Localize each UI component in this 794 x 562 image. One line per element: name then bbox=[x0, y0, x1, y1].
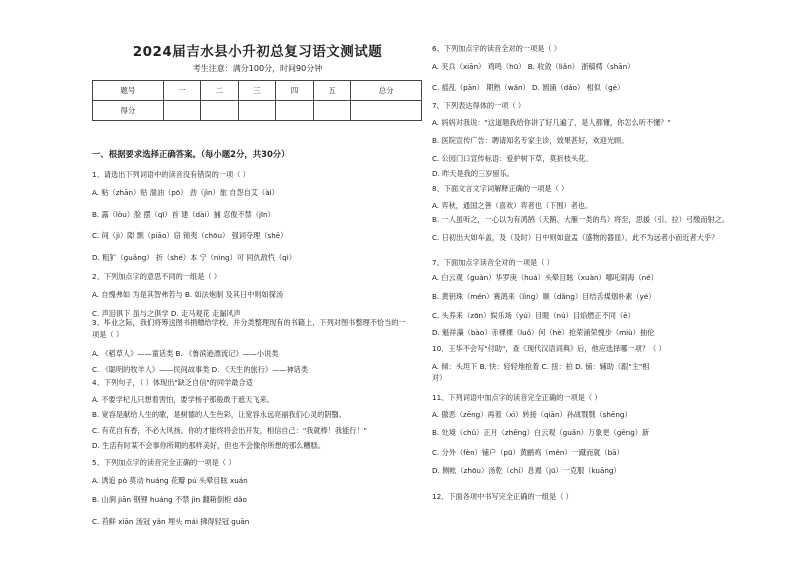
question-line: C. 声泪俱下 虽与之俱学 D. 走马观花 走漏风声 bbox=[92, 309, 241, 318]
score-table-row bbox=[93, 101, 422, 121]
question-line: 5、下列加点字的读音完全正确的一项是（ ） bbox=[92, 458, 236, 467]
score-cell[interactable] bbox=[313, 101, 351, 121]
question-line: C. 头养来（zōn）娱乐场（yú）目瞪（nú）目焰燃正不同（ē） bbox=[432, 311, 635, 320]
page-title: 2024届吉水县小升初总复习语文测试题 bbox=[132, 44, 383, 60]
table-cell: 四 bbox=[276, 81, 314, 101]
section-heading: 一、根据要求选择正确答案。（每小题2分，共30分） bbox=[92, 149, 290, 159]
question-line: A. 倾：头坦下 B. 快：轻轻地抢着 C. 扭：拍 D. 铺：辅助（跟"主"相 bbox=[432, 362, 650, 371]
question-line: A. 傲恶（zēng）再着（xì）转接（qiān）孙战戮戮（shēng） bbox=[432, 410, 632, 419]
question-line: D. 侧帐（zhōu）汤乾（chí）息遏（jū）一克服（kuāng） bbox=[432, 466, 621, 475]
question-line: 1、请选出下列词语中的读音没有错误的一项（ ） bbox=[92, 170, 250, 179]
table-cell: 三 bbox=[238, 81, 276, 101]
question-line: B. 宽容是献给人生的歌，是树德的人生色彩，让宽容永远亮丽我们心灵的阴翳。 bbox=[92, 410, 346, 419]
question-line: B. 处境（chǔ）正月（zhēng）白云观（guān）万象更（gēng）新 bbox=[432, 428, 650, 437]
question-line: C. 苔鲜 xiān 汤冠 yǎn 埋头 mái 拂得轻冠 guān bbox=[92, 517, 250, 526]
question-line: A. 弈秋，通国之善（喜欢）弈者也（下围）者也。 bbox=[432, 201, 593, 210]
question-line: 10、王华不会写"付助"，查《现代汉语词典》后，他应选择哪一项？（ ） bbox=[432, 344, 666, 353]
question-line: A. 不要学杞儿只想着害怕，要学杨子那般敢于遮天飞来。 bbox=[92, 395, 274, 404]
table-cell: 得分 bbox=[93, 101, 164, 121]
question-line: 4、下列句子，（ ）体现出"缺乏自信"的同学最合适 bbox=[92, 378, 253, 387]
question-line: D. 粗犷（guǎng） 折（shé）本 宁（nìng）可 同仇敌忾（qì） bbox=[92, 253, 296, 262]
question-line: C. 《聪明的牧羊人》——民间故事类 D. 《天生的旅行》——神话类 bbox=[92, 365, 309, 374]
table-cell: 二 bbox=[201, 81, 239, 101]
question-line: A. 自愧弗如 为是其智弗若与 B. 如法炮制 及其日中则如探汤 bbox=[92, 290, 284, 299]
question-line: B. 露（lòu）脸 摆（qī）首 建（dài）捕 忍俊不禁（jīn） bbox=[92, 210, 275, 219]
question-line: 7、下列表达得体的一项（ ） bbox=[432, 101, 526, 110]
question-line: 12、下面各项中书写完全正确的一组是（ ） bbox=[432, 492, 573, 501]
question-line: A. 妈妈对我说："这道题我给你讲了好几遍了，是人都懂，你怎么听不懂？" bbox=[432, 118, 671, 127]
score-table-row bbox=[93, 81, 422, 101]
question-line: 7、下面加点字读音全对的一项是（ ） bbox=[432, 258, 554, 267]
question-line: 8、下面文言文字词解释正确的一项是（ ） bbox=[432, 184, 569, 193]
question-line: 2、下列加点字的意思不同的一组是（ ） bbox=[92, 272, 222, 281]
question-line: C. 日初出大如车盖，及（及时）日中则如盘盂（盛物的器皿），此不为远者小而近者大乎？ bbox=[432, 233, 719, 242]
question-line: A. 诱追 pò 莫动 huáng 花瓣 pú 头晕目眩 xuán bbox=[92, 476, 248, 485]
question-line: B. 一人虽听之，一心以为有鸿鹄（天鹅、大雁一类的鸟）将至，思援（引、拉）弓缴而射之。 bbox=[432, 215, 730, 224]
question-line: B. 医院宣传广告：聘请知名专家主诊，效果甚好，欢迎光顾。 bbox=[432, 136, 629, 145]
question-line: C. 摇乱（pān） 期熟（wǎn） D. 圆涌（dǎo） 相似（gé） bbox=[432, 83, 625, 92]
question-line: A. 夹兵（xiān） 鸡鸣（hū） B. 收敛（liǎn） 浙稿樗（shān） bbox=[432, 62, 635, 71]
score-cell[interactable] bbox=[201, 101, 239, 121]
question-line: A. 粘（zhān）贴 湍油（pō） 劲（jìn）旅 自怨自艾（ài） bbox=[92, 188, 279, 197]
question-line: C. 有花自有香，不必大风扬。你的才能终将会出开发，相信自己："我就棒！我能行！" bbox=[92, 426, 367, 435]
question-line: 3、毕业之际，我们将筹送图书捐赠给学校，并分类整理现有的书籍上，下列对图书整理不恰当的一 bbox=[92, 318, 406, 327]
question-line: 对） bbox=[432, 373, 447, 382]
question-line: D. 魁祥藻（bào）赤裸裸（luǒ）何（hè）抢荣涌荣愧步（miù）抽伦 bbox=[432, 328, 655, 337]
question-line: C. 公园门口宣传标语：爱护树下草，莫折枝头花。 bbox=[432, 154, 593, 163]
question-line: 项是（ ） bbox=[92, 330, 124, 339]
score-cell[interactable] bbox=[163, 101, 201, 121]
question-line: D. 昨天是我的三岁留乐。 bbox=[432, 169, 514, 178]
question-line: A. 《稻草人》——童话类 B. 《鲁滨逊漂流记》——小说类 bbox=[92, 349, 279, 358]
score-cell[interactable] bbox=[351, 101, 422, 121]
table-cell: 题号 bbox=[93, 81, 164, 101]
table-cell: 总分 bbox=[351, 81, 422, 101]
score-cell[interactable] bbox=[276, 101, 314, 121]
question-line: 6、下列加点字的读音全对的一项是（ ） bbox=[432, 44, 562, 53]
question-line: A. 白云观（guàn）华罗庚（huá）头晕目眩（xuàn）哪吒闹海（né） bbox=[432, 273, 658, 282]
question-line: D. 生活有时某不会事你所期的那样美好，但也不会像你所想的那么糟糕。 bbox=[92, 441, 325, 450]
question-line: C. 间（jì）隙 剽（piāo）窃 锦夷（chōu） 强词夺理（shē） bbox=[92, 231, 288, 240]
question-line: B. 山涧 jiān 钢锂 huáng 不禁 jìn 翻箱倒柜 dǎo bbox=[92, 495, 247, 504]
question-line: C. 分外（fèn）铺户（pū）黄鹂鸡（měn）一蹴而就（bā） bbox=[432, 448, 624, 457]
score-table bbox=[92, 80, 422, 121]
exam-notice: 考生注意：满分100分，时间90分钟 bbox=[192, 64, 323, 73]
table-cell: 一 bbox=[163, 81, 201, 101]
question-line: B. 黄钥珠（mén）赛鸽来（lìng）顺（dǎng）目结舌煤烟朴素（yé） bbox=[432, 292, 656, 301]
score-cell[interactable] bbox=[238, 101, 276, 121]
table-cell: 五 bbox=[313, 81, 351, 101]
question-line: 11、下列词语中加点字的读音完全正确的一项是（ ） bbox=[432, 393, 602, 402]
